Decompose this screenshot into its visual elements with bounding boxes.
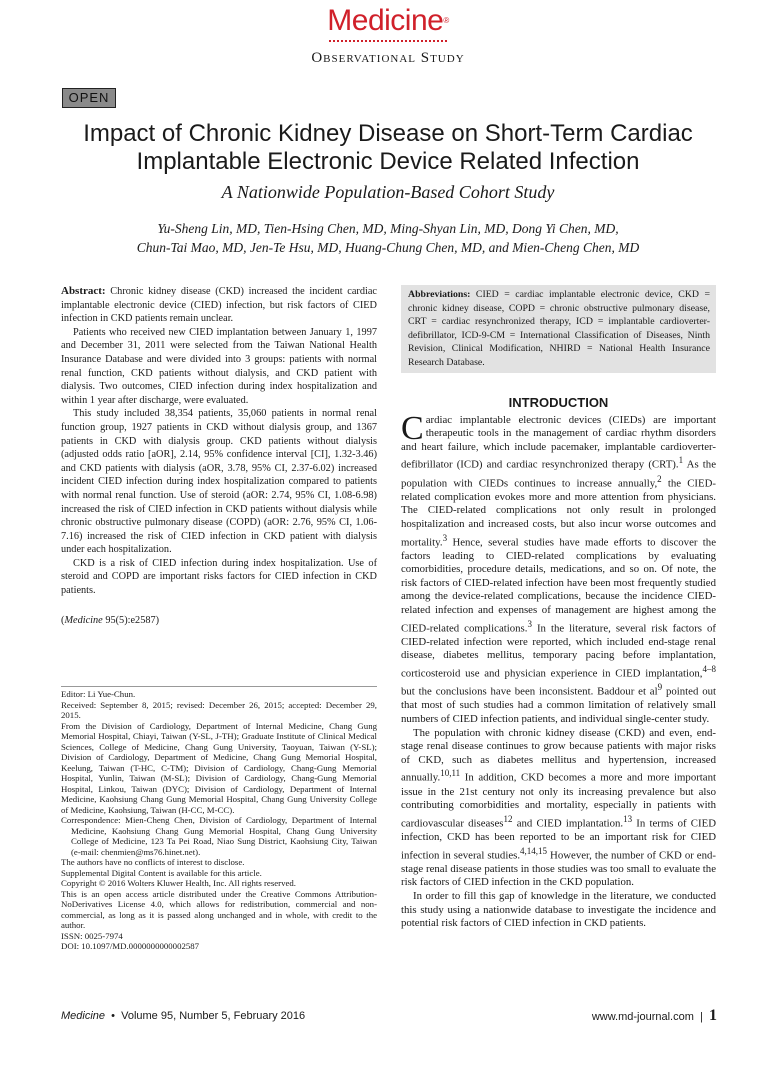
abstract-paragraph-4: CKD is a risk of CIED infection during index hospitalization. Use of steroid and COPD are important risks factors for CIED infection in CKD patients. <box>61 557 377 597</box>
doi: DOI: 10.1097/MD.0000000000002587 <box>61 941 200 951</box>
logo-dotted-rule <box>329 40 447 42</box>
correspondence: Correspondence: Mien-Cheng Chen, Division of Cardiology, Department of Internal Medicine, Kaohsiung Chang Gung Memorial Hospital, Chang Gung University College of Medicine, 123 Ta Pei Road, Niao Sung District, Kaohsiung City, Taiwan (e-mail: chenmien@ms76.hinet.net). <box>61 815 377 857</box>
abbreviations-label: Abbreviations: <box>408 289 471 300</box>
abstract-paragraph-1: Abstract: Chronic kidney disease (CKD) increased the incident cardiac implantable electronic device (CIED) infection, but risk factors of CIED infection in CKD patients remain unclear. <box>61 285 377 325</box>
editor-note: Editor: Li Yue-Chun. <box>61 689 136 699</box>
abstract-citation: (Medicine 95(5):e2587) <box>61 614 160 626</box>
footer-right: www.md-journal.com | 1 <box>591 1007 717 1024</box>
drop-cap-letter: C <box>401 409 424 447</box>
journal-logo: Medicine® <box>327 4 449 37</box>
author-list <box>40 219 736 257</box>
conflict-statement: The authors have no conflicts of interest to disclose. <box>61 857 245 867</box>
article-type-label: Observational Study <box>311 50 465 66</box>
intro-paragraph-3: In order to fill this gap of knowledge in the literature, we conducted this study using a nationwide database to investigate the incidence and potential risk factors of CIED infection in CKD patients. <box>401 889 716 930</box>
intro-paragraph-2: The population with chronic kidney disease (CKD) and even, end-stage renal disease continues to grow because patients with major risks of CKD, such as diabetes mellitus and hypertension, increased annually.$^{10,11}$ In addition, CKD becomes a more and more important issue in the 21st century not only its increasing prevalence but also contributing comorbidities and mortality, especially in patients with cardiovascular diseases$^{12}$ and CIED implantation.$^{13}$ In terms of CIED infection, CKD has been reported to be an important risk for CIED infection in several studies.$^{4,14,15}$ However, the number of CKD or end-stage renal disease patients in those studies was too small to evaluate the risk factors of CIED infection in the CKD population. <box>401 726 716 889</box>
issn: ISSN: 0025-7974 <box>61 930 123 941</box>
article-subtitle: A Nationwide Population-Based Cohort Study <box>221 182 555 202</box>
supplemental-note: Supplemental Digital Content is available for this article. <box>61 867 262 878</box>
front-matter-notes <box>61 686 377 952</box>
license-statement: This is an open access article distributed under the Creative Commons Attribution-NoDerivatives License 4.0, which allows for redistribution, commercial and non-commercial, as long as it is passed along unchanged and in whole, with credit to the author. <box>61 888 377 930</box>
title-line-2: Implantable Electronic Device Related Infection <box>136 148 640 175</box>
authors-line-1: Yu-Sheng Lin, MD, Tien-Hsing Chen, MD, Ming-Shyan Lin, MD, Dong Yi Chen, MD, <box>157 221 619 236</box>
abstract-heading: Abstract: <box>61 285 106 297</box>
footer-issue-info: Medicine • Volume 95, Number 5, February 2016 <box>61 1010 306 1022</box>
received-dates: Received: September 8, 2015; revised: December 26, 2015; accepted: December 29, 2015. <box>61 699 377 720</box>
abstract-paragraph-3: This study included 38,354 patients, 35,060 patients in normal renal function group, 1927 patients in CKD without dialysis group, and 1367 patients in CKD with dialysis group. CKD patients without dialysis (adjusted odds ratio [aOR], 2.14, 95% confidence interval [CI], 1.32-3.46) and CKD patients with dialysis (aOR, 3.78, 95% CI, 2.37-6.02) increased incident CIED infection during index hospitalization compared to patients with normal renal function. Use of steroid (aOR: 2.74, 95% CI, 1.08-6.98) increased the risk of CIED infection in CKD patients without dialysis while chronic obstructive pulmonary disease (COPD) (aOR: 2.76, 95% CI, 1.06-7.16) increased the risk of CIED infection in CKD patient with dialysis under each hospitalization. <box>61 408 377 556</box>
abbreviations-box: Abbreviations: CIED = cardiac implantable electronic device, CKD = chronic kidney disease, COPD = chronic obstructive pulmonary disease, CRT = cardiac resynchronized therapy, ICD = implantable cardioverter-defibrillator, ICD-9-CM = International Classification of Diseases, Ninth Revision, Clinical Modification, NHIRD = National Health Insurance Research Database. <box>401 285 716 373</box>
page-number: 1 <box>709 1007 717 1024</box>
title-line-1: Impact of Chronic Kidney Disease on Short-Term Cardiac <box>83 120 693 147</box>
affiliations: From the Division of Cardiology, Department of Internal Medicine, Chang Gung Memorial Hospital, Chiayi, Taiwan (Y-SL, J-TH); Graduate Institute of Clinical Medical Sciences, College of Medicine, Chang Gung University, Taoyuan, Taiwan (Y-SL); Division of Cardiology, Department of Medicine, Chang Gung Memorial Hospital, Keelung, Taiwan (T-HC, C-TM); Division of Cardiology, Chang-Gung Memorial Hospital, Yunlin, Taiwan (M-SL); Division of Cardiology, Chang-Gung Memorial Hospital, Linkou, Taiwan (DYC); Division of Cardiology, Department of Internal Medicine, Kaohsiung Chang Gung Memorial Hospital, Chang Gung University College of Medicine, Kaohsiung, Taiwan (H-CC, M-CC). <box>61 720 377 815</box>
abstract-paragraph-2: Patients who received new CIED implantation between January 1, 1997 and December 31, 2011 were selected from the Taiwan National Health Insurance Database and were divided into 3 groups: patients with normal renal function, CKD patients without dialysis, and CKD patient with dialysis. Two outcomes, CIED infection during index hospitalization and within 1 year after discharge, were evaluated. <box>61 326 377 406</box>
open-access-badge: OPEN <box>62 88 116 108</box>
page-footer <box>61 1008 717 1024</box>
article-title <box>40 120 736 176</box>
right-column <box>401 285 716 931</box>
journal-url: www.md-journal.com <box>591 1011 694 1023</box>
copyright-line: Copyright © 2016 Wolters Kluwer Health, Inc. All rights reserved. <box>61 878 296 888</box>
left-column <box>61 285 377 627</box>
intro-paragraph-1: Cardiac implantable electronic devices (CIEDs) are important therapeutic tools in the management of cardiac rhythm disorders and heart failure, which include pacemaker, implantable cardioverter-defibrillator (ICD) and cardiac resynchronized therapy (CRT).$^1$ As the population with CIEDs continues to increase annually,$^2$ the CIED-related complication evokes more and more attention from physicians. The CIED-related complications not only result in prolonged hospitalization and increased costs, but also incur worse outcomes and mortality.$^3$ Hence, several studies have made efforts to discover the factors leading to CIED-related complications by evaluating comorbidities, procedure details, medications, and so on. Of note, the risk factors of CIED-related infection have been most frequently studied among the device-related complications, because the incidence CIED-related infection and expenses of management are highest among the CIED-related complications.$^3$ In the literature, several risk factors of CIED-related infection were reported, which included end-stage renal disease, diabetes mellitus, temporary pacing before implantation, corticosteroid use and physician experience in CIED implantation,$^{4-8}$ but the conclusions have been inconsistent. Baddour et $al^9$ pointed out that most of such studies had a common limitation of relatively small numbers of CIED infection patients, and individual single-center study. <box>401 409 717 725</box>
authors-line-2: Chun-Tai Mao, MD, Jen-Te Hsu, MD, Huang-Chung Chen, MD, and Mien-Cheng Chen, MD <box>136 240 640 255</box>
journal-masthead <box>0 6 776 42</box>
introduction-heading: INTRODUCTION <box>508 394 609 410</box>
